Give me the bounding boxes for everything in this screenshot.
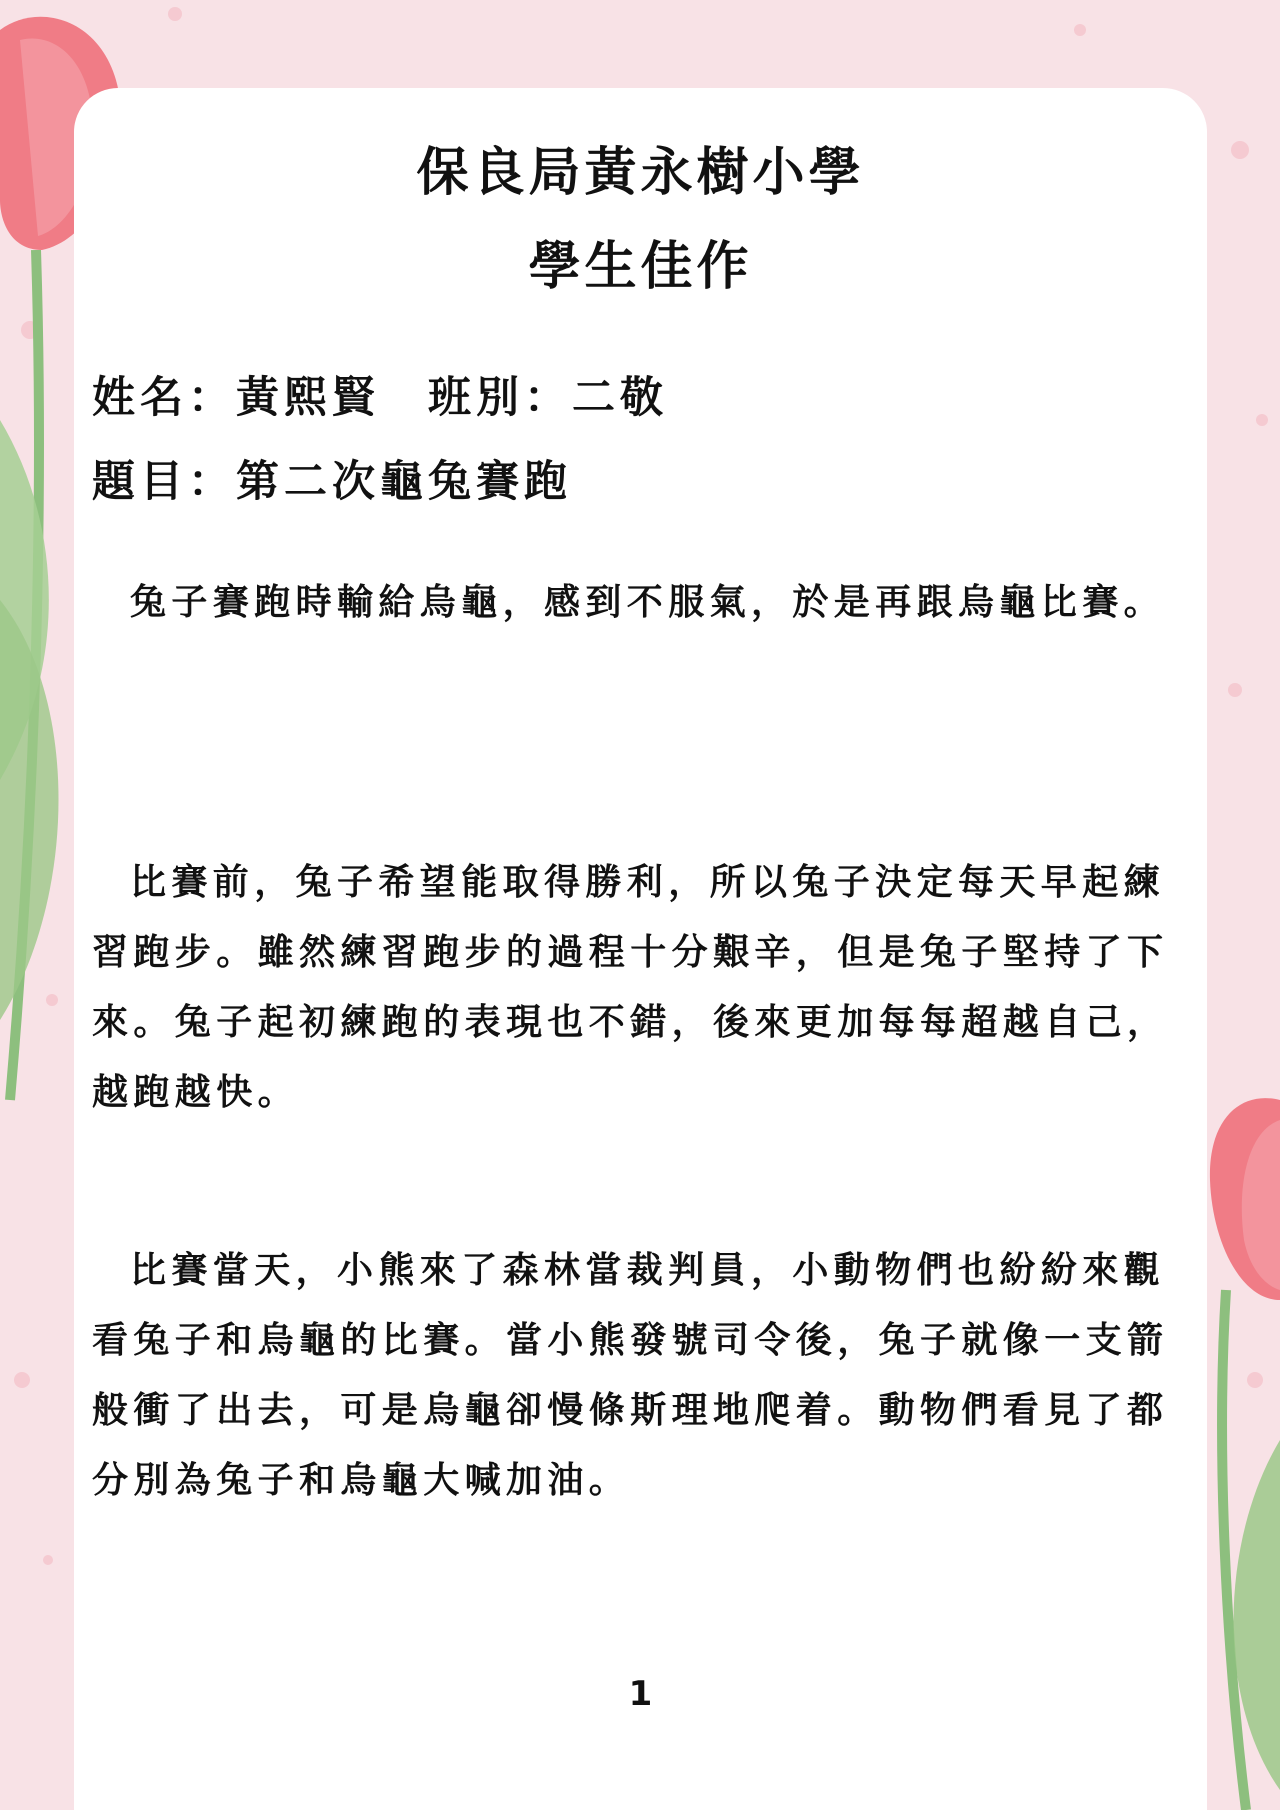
student-name: 黃熙賢 (236, 373, 380, 423)
page-number: 1 (628, 1674, 653, 1714)
essay-paragraph-2: 比賽前，兔子希望能取得勝利，所以兔子決定每天早起練習跑步。雖然練習跑步的過程十分艱辛，但是兔子堅持了下來。兔子起初練跑的表現也不錯，後來更加每每超越自己，越跑越快。 (92, 862, 1169, 1113)
class-name: 二敬 (572, 373, 668, 423)
student-info-row (92, 364, 668, 425)
name-label: 姓名： (92, 373, 236, 423)
class-label: 班別： (428, 373, 572, 423)
topic-row (92, 448, 572, 509)
school-name: 保良局黃永樹小學 (416, 143, 865, 203)
essay-paragraph-1: 兔子賽跑時輸給烏龜，感到不服氣，於是再跟烏龜比賽。 (130, 582, 1166, 623)
essay-paper (74, 88, 1207, 1810)
essay-topic: 第二次龜兔賽跑 (236, 457, 572, 507)
page-subtitle: 學生佳作 (528, 237, 753, 297)
essay-paragraph-3: 比賽當天，小熊來了森林當裁判員，小動物們也紛紛來觀看兔子和烏龜的比賽。當小熊發號司令後，兔子就像一支箭般衝了出去，可是烏龜卻慢條斯理地爬着。動物們看見了都分別為兔子和烏龜大喊加油。 (92, 1250, 1169, 1501)
topic-label: 題目： (92, 457, 236, 507)
